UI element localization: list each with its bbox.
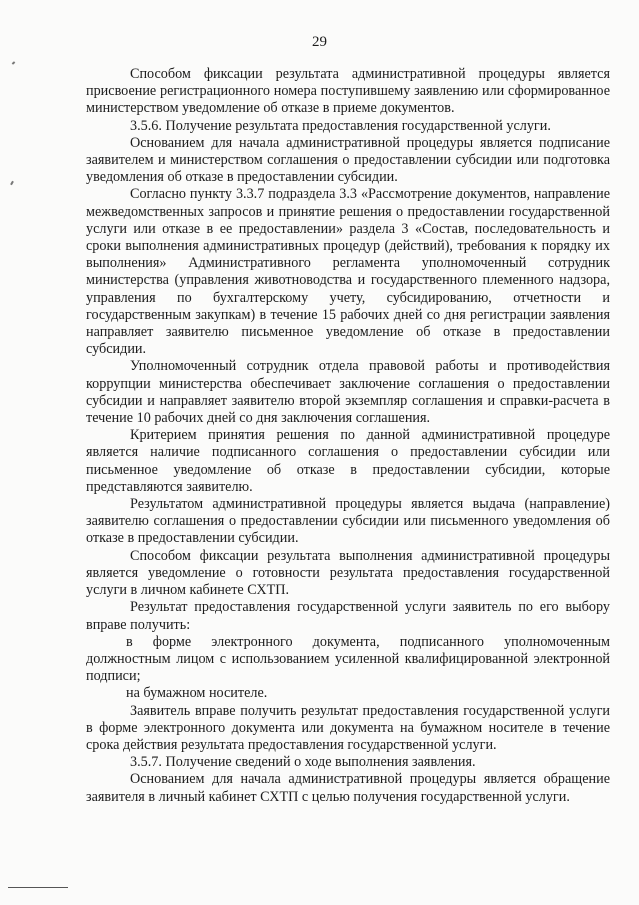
- paragraph: Критерием принятия решения по данной административной процедуре является наличие подписанного соглашения о предоставлении субсидии или письменное уведомление об отказе в предоставлении субсидии, которые представляются заявителю.: [86, 427, 610, 495]
- paragraph: Заявитель вправе получить результат предоставления государственной услуги в форме электронного документа или документа на бумажном носителе в течение срока действия результата предоставления государственной услуги.: [86, 702, 610, 753]
- scan-speck: [10, 181, 14, 185]
- paragraph: Уполномоченный сотрудник отдела правовой работы и противодействия коррупции министерства обеспечивает заключение соглашения о предоставлении субсидии и направляет заявителю второй экземпляр соглашения и справки-расчета в течение 10 рабочих дней со дня заключения соглашения.: [86, 358, 610, 427]
- scan-speck: [12, 61, 16, 64]
- document-body: [86, 66, 610, 806]
- paragraph: Основанием для начала административной процедуры является обращение заявителя в личный кабинет СХТП с целью получения государственной услуги.: [86, 771, 610, 805]
- paragraph: Способом фиксации результата административной процедуры является присвоение регистрационного номера поступившему заявлению или сформированное министерством уведомление об отказе в приеме документов.: [86, 66, 610, 117]
- list-item: на бумажном носителе.: [126, 685, 268, 702]
- paragraph: Результат предоставления государственной услуги заявитель по его выбору вправе получить:: [86, 599, 610, 633]
- page-number: 29: [312, 34, 327, 50]
- section-heading: 3.5.7. Получение сведений о ходе выполнения заявления.: [130, 754, 476, 771]
- paragraph: Основанием для начала административной процедуры является подписание заявителем и министерством соглашения о предоставлении субсидии или подготовка уведомления об отказе в предоставлении субсидии.: [86, 134, 610, 186]
- footer-rule: [8, 887, 68, 888]
- paragraph: Результатом административной процедуры является выдача (направление) заявителю соглашения о предоставлении субсидии или письменного уведомления об отказе в предоставлении субсидии.: [86, 496, 610, 547]
- paragraph: Способом фиксации результата выполнения административной процедуры является уведомление о готовности результата предоставления государственной услуги в личном кабинете СХТП.: [86, 547, 610, 599]
- paragraph: Согласно пункту 3.3.7 подраздела 3.3 «Рассмотрение документов, направление межведомственных запросов и принятие решения о предоставлении государственной услуги или отказе в ее предоставлении» раздела 3 «Состав, последовательность и сроки выполнения административных процедур (действий), требования к порядку их выполнения» Административного регламента уполномоченный сотрудник министерства (управления животноводства и государственного племенного надзора, управления по бухгалтерскому учету, субсидированию, отчетности и государственным закупкам) в течение 15 рабочих дней со дня регистрации заявления направляет заявителю письменное уведомление об отказе в предоставлении субсидии.: [86, 186, 610, 358]
- list-item: в форме электронного документа, подписанного уполномоченным должностным лицом с использованием усиленной квалифицированной электронной подписи;: [86, 633, 610, 685]
- section-heading: 3.5.6. Получение результата предоставления государственной услуги.: [130, 117, 551, 134]
